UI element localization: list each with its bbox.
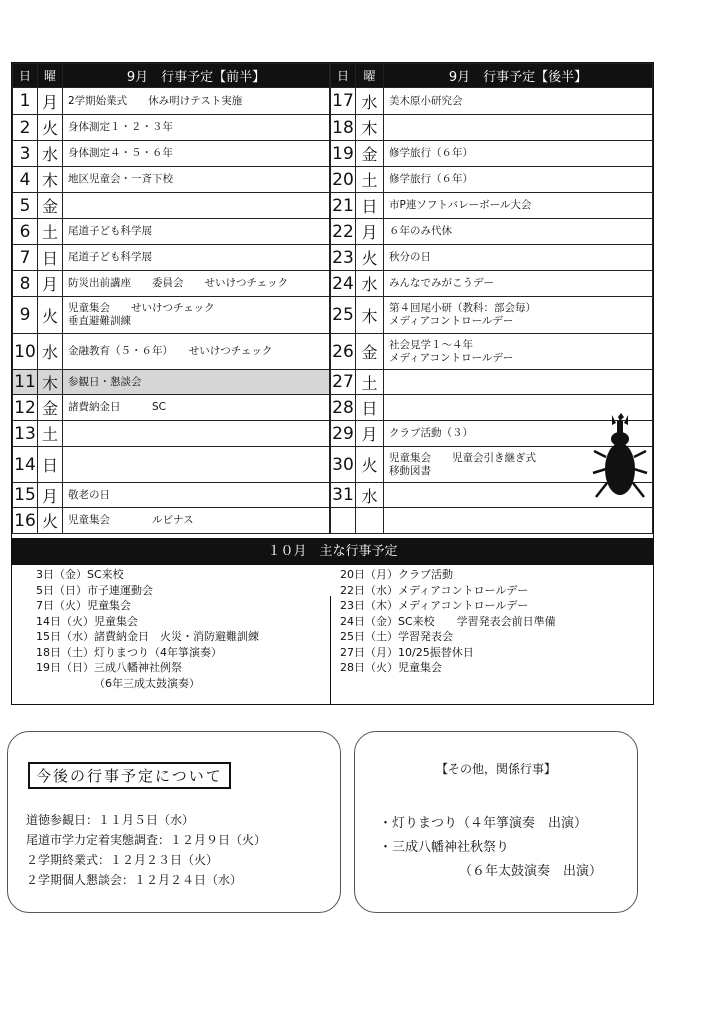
list-item: （６年太鼓演奏 出演） [459, 864, 603, 879]
october-left-list [12, 567, 330, 691]
weekday-cell: 月 [38, 483, 63, 508]
weekday-cell: 火 [38, 508, 63, 534]
day-cell: 20 [331, 167, 356, 193]
weekday-cell: 金 [356, 334, 384, 370]
weekday-cell: 金 [38, 395, 63, 421]
list-item: ２学期個人懇談会：１２月２４日（水） [26, 873, 243, 887]
weekday-cell: 木 [356, 297, 384, 334]
table-row [13, 167, 330, 193]
weekday-cell: 火 [356, 447, 384, 483]
list-item: ２学期終業式：１２月２３日（火） [26, 853, 219, 867]
event-text: クラブ活動（３） [389, 427, 473, 439]
list-item: （6年三成太鼓演奏） [94, 676, 200, 690]
table-row [13, 297, 330, 334]
day-cell: 14 [13, 447, 38, 483]
weekday-cell [356, 508, 384, 534]
event-text: 尾道子ども科学展 [68, 225, 152, 237]
event-cell [63, 421, 330, 447]
day-cell: 6 [13, 219, 38, 245]
table-row [13, 193, 330, 219]
table-row [13, 219, 330, 245]
day-cell: 3 [13, 141, 38, 167]
table-row [331, 167, 653, 193]
list-item: ・三成八幡神社秋祭り [379, 840, 510, 855]
event-cell [384, 508, 653, 534]
day-cell: 22 [331, 219, 356, 245]
table-row [13, 447, 330, 483]
list-item: 14日（火）児童集会 [36, 614, 138, 628]
event-cell [63, 395, 330, 421]
table-row [13, 245, 330, 271]
weekday-cell: 日 [38, 447, 63, 483]
weekday-cell: 水 [356, 483, 384, 508]
event-cell [384, 115, 653, 141]
table-row [331, 193, 653, 219]
event-cell [63, 88, 330, 115]
weekday-cell: 土 [356, 370, 384, 395]
event-cell [63, 483, 330, 508]
day-cell: 19 [331, 141, 356, 167]
table-row [13, 271, 330, 297]
weekday-cell: 土 [38, 219, 63, 245]
beetle-icon [590, 411, 650, 506]
table-header [13, 64, 330, 88]
day-cell: 15 [13, 483, 38, 508]
table-row [331, 370, 653, 395]
event-text-line2: 移動図書 [389, 464, 431, 477]
event-text: 児童集会 ルビナス [68, 514, 194, 526]
event-cell [384, 88, 653, 115]
event-cell [63, 334, 330, 370]
list-item: 18日（土）灯りまつり（4年箏演奏） [36, 645, 222, 659]
day-cell: 16 [13, 508, 38, 534]
table-row [331, 141, 653, 167]
day-cell: 27 [331, 370, 356, 395]
weekday-cell: 水 [38, 141, 63, 167]
table-row [13, 334, 330, 370]
day-cell: 24 [331, 271, 356, 297]
weekday-cell: 月 [356, 421, 384, 447]
day-cell: 28 [331, 395, 356, 421]
event-text-line2: 垂直避難訓練 [68, 315, 131, 327]
table-row [331, 88, 653, 115]
header-title: 9月 行事予定【後半】 [384, 64, 653, 88]
event-text: 児童集会 児童会引き継ぎ式 [389, 451, 536, 464]
day-cell: 25 [331, 297, 356, 334]
list-item: 23日（木）メディアコントロールデー [340, 599, 529, 612]
event-cell [384, 141, 653, 167]
weekday-cell: 月 [356, 219, 384, 245]
event-text: 美木原小研究会 [389, 94, 463, 107]
day-cell: 31 [331, 483, 356, 508]
event-text: 市P連ソフトバレーボール大会 [389, 199, 532, 211]
september-first-half-table [12, 63, 330, 534]
day-cell: 4 [13, 167, 38, 193]
event-text: 第４回尾小研（教科：部会毎） [389, 302, 536, 314]
list-item: 25日（土）学習発表会 [340, 630, 453, 643]
table-row [331, 245, 653, 271]
list-item: 22日（水）メディアコントロールデー [340, 583, 529, 597]
event-text: 2学期始業式 休み明けテスト実施 [68, 94, 243, 107]
table-row [331, 219, 653, 245]
header-day: 日 [13, 64, 38, 88]
day-cell: 29 [331, 421, 356, 447]
weekday-cell: 火 [38, 297, 63, 334]
event-cell [63, 115, 330, 141]
event-cell [63, 370, 330, 395]
future-events-box [7, 731, 341, 913]
list-item: 15日（水）諸費納金日 火災・消防避難訓練 [36, 630, 259, 643]
weekday-cell: 火 [356, 245, 384, 271]
event-cell [384, 219, 653, 245]
event-text: みんなでみがこうデー [389, 277, 494, 289]
weekday-cell: 日 [356, 193, 384, 219]
table-row [331, 297, 653, 334]
day-cell: 11 [13, 370, 38, 395]
weekday-cell: 月 [38, 88, 63, 115]
event-text: 諸費納金日 SC [68, 401, 166, 413]
weekday-cell: 金 [356, 141, 384, 167]
day-cell: 26 [331, 334, 356, 370]
header-weekday: 曜 [356, 64, 384, 88]
event-text: 敬老の日 [68, 488, 110, 501]
weekday-cell: 木 [38, 370, 63, 395]
day-cell: 2 [13, 115, 38, 141]
event-cell [63, 447, 330, 483]
table-row [13, 370, 330, 395]
list-item: 27日（月）10/25振替休日 [340, 645, 474, 659]
event-text: 社会見学１～４年 [389, 338, 473, 351]
list-item: 道徳参観日：１１月５日（水） [26, 813, 195, 827]
header-day: 日 [331, 64, 356, 88]
event-text: ６年のみ代休 [389, 225, 452, 237]
event-text: 身体測定４・５・６年 [68, 147, 173, 159]
day-cell: 10 [13, 334, 38, 370]
day-cell [331, 508, 356, 534]
event-cell [63, 141, 330, 167]
day-cell: 9 [13, 297, 38, 334]
day-cell: 30 [331, 447, 356, 483]
related-events-list [379, 812, 602, 884]
event-text: 身体測定１・２・３年 [68, 121, 173, 133]
table-row [13, 141, 330, 167]
event-cell [63, 508, 330, 534]
event-cell [384, 167, 653, 193]
header-weekday: 曜 [38, 64, 63, 88]
weekday-cell: 月 [38, 271, 63, 297]
event-cell [63, 167, 330, 193]
october-divider [330, 596, 331, 704]
event-cell [63, 193, 330, 219]
header-title: 9月 行事予定【前半】 [63, 64, 330, 88]
related-events-box [354, 731, 638, 913]
event-cell [63, 297, 330, 334]
weekday-cell: 日 [356, 395, 384, 421]
event-text: 地区児童会・一斉下校 [68, 173, 173, 185]
day-cell: 23 [331, 245, 356, 271]
event-text-line2: メディアコントロールデー [389, 351, 514, 364]
event-text: 秋分の日 [389, 251, 431, 263]
event-cell [63, 245, 330, 271]
list-item: 尾道市学力定着実態調査：１２月９日（火） [26, 833, 267, 847]
weekday-cell: 水 [356, 88, 384, 115]
event-text: 参観日・懇談会 [68, 375, 142, 388]
event-text: 修学旅行（６年） [389, 173, 473, 185]
weekday-cell: 水 [356, 271, 384, 297]
weekday-cell: 金 [38, 193, 63, 219]
list-item: 3日（金）SC来校 [36, 568, 124, 581]
event-cell [384, 297, 653, 334]
day-cell: 5 [13, 193, 38, 219]
table-row [331, 271, 653, 297]
table-row [13, 483, 330, 508]
weekday-cell: 水 [38, 334, 63, 370]
list-item: ・灯りまつり（４年箏演奏 出演） [379, 816, 588, 831]
list-item: 20日（月）クラブ活動 [340, 568, 453, 581]
weekday-cell: 火 [38, 115, 63, 141]
table-row [331, 334, 653, 370]
event-cell [63, 271, 330, 297]
event-cell [384, 193, 653, 219]
day-cell: 7 [13, 245, 38, 271]
event-text: 児童集会 せいけつチェック [68, 302, 215, 314]
table-row [13, 88, 330, 115]
day-cell: 1 [13, 88, 38, 115]
list-item: 7日（火）児童集会 [36, 599, 131, 612]
weekday-cell: 土 [38, 421, 63, 447]
day-cell: 8 [13, 271, 38, 297]
future-events-title: 今後の行事予定について [28, 762, 231, 789]
event-text-line2: メディアコントロールデー [389, 315, 514, 327]
table-row [13, 395, 330, 421]
future-events-list [26, 810, 266, 890]
day-cell: 13 [13, 421, 38, 447]
table-row [331, 508, 653, 534]
event-cell [63, 219, 330, 245]
weekday-cell: 日 [38, 245, 63, 271]
event-cell [384, 245, 653, 271]
weekday-cell: 木 [38, 167, 63, 193]
weekday-cell: 木 [356, 115, 384, 141]
event-text: 修学旅行（６年） [389, 147, 473, 159]
list-item: 19日（日）三成八幡神社例祭 [36, 661, 182, 674]
event-text: 防災出前講座 委員会 せいけつチェック [68, 277, 289, 289]
day-cell: 12 [13, 395, 38, 421]
weekday-cell: 土 [356, 167, 384, 193]
event-cell [384, 334, 653, 370]
event-text: 尾道子ども科学展 [68, 251, 152, 263]
day-cell: 21 [331, 193, 356, 219]
event-cell [384, 370, 653, 395]
table-header [331, 64, 653, 88]
october-right-list [334, 567, 652, 676]
september-schedule [11, 62, 654, 705]
related-events-title: 【その他，関係行事】 [435, 762, 556, 776]
event-cell [384, 271, 653, 297]
table-row [13, 421, 330, 447]
list-item: 5日（日）市子連運動会 [36, 583, 153, 597]
table-row [13, 115, 330, 141]
table-row [331, 115, 653, 141]
event-text: 金融教育（５・６年） せいけつチェック [68, 345, 273, 357]
list-item: 28日（火）児童集会 [340, 661, 442, 674]
day-cell: 18 [331, 115, 356, 141]
table-row [13, 508, 330, 534]
october-title: １０月 主な行事予定 [12, 538, 653, 565]
list-item: 24日（金）SC来校 学習発表会前日準備 [340, 614, 556, 628]
day-cell: 17 [331, 88, 356, 115]
